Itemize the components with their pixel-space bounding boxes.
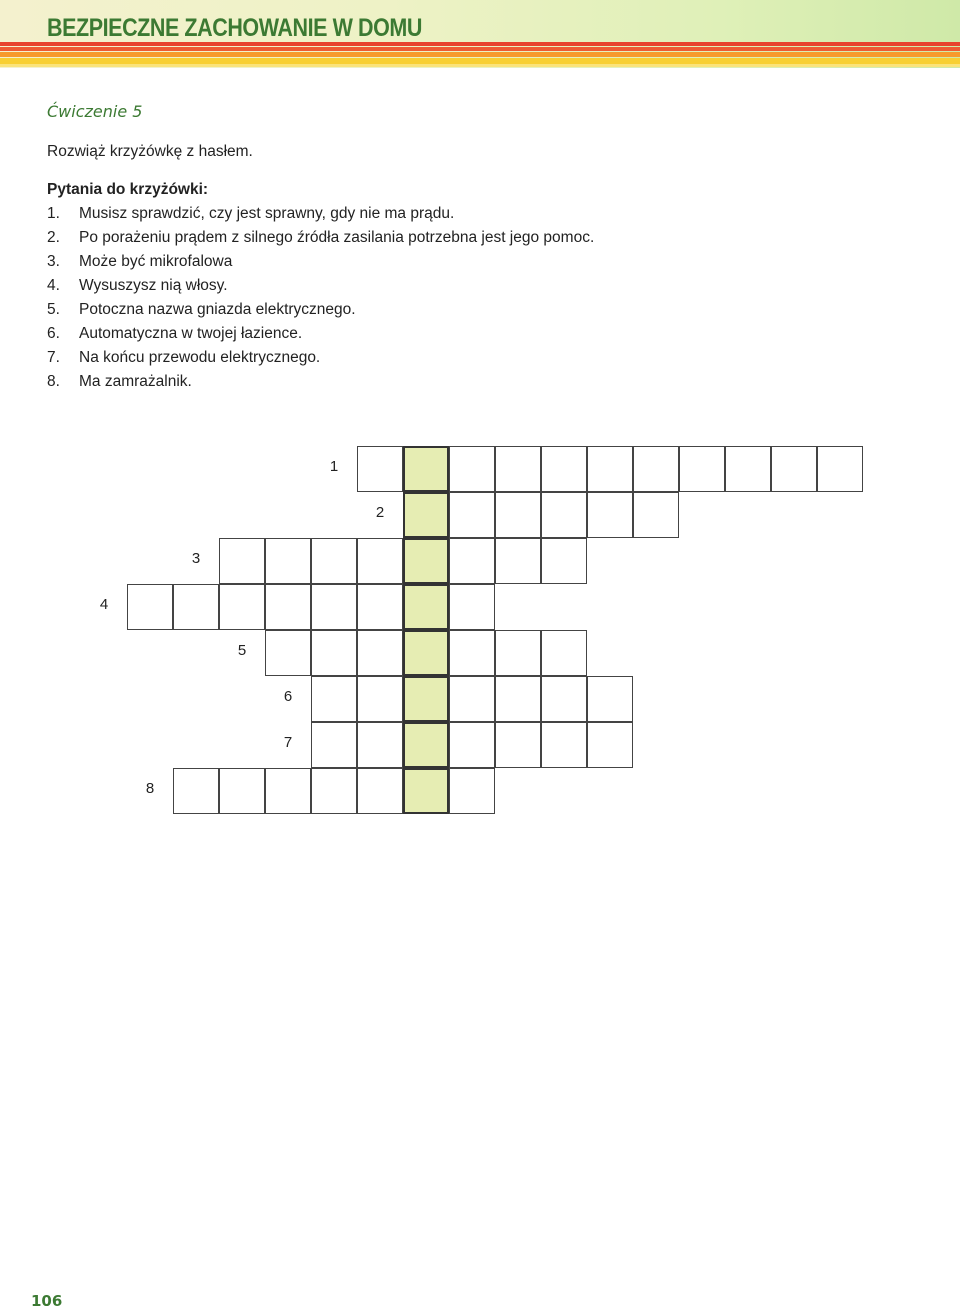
crossword-cell[interactable] (449, 584, 495, 630)
question-number: 2. (47, 229, 60, 246)
crossword-cell[interactable] (265, 768, 311, 814)
crossword-cell[interactable] (541, 722, 587, 768)
crossword-cell[interactable] (587, 492, 633, 538)
crossword-cell[interactable] (265, 538, 311, 584)
crossword-key-cell[interactable] (403, 630, 449, 676)
question-number: 4. (47, 277, 60, 294)
crossword-cell[interactable] (817, 446, 863, 492)
question-number: 5. (47, 301, 60, 318)
crossword-cell[interactable] (357, 676, 403, 722)
crossword-cell[interactable] (541, 630, 587, 676)
crossword-cell[interactable] (357, 446, 403, 492)
crossword-key-cell[interactable] (403, 446, 449, 492)
crossword-cell[interactable] (587, 676, 633, 722)
exercise-title: Ćwiczenie 5 (47, 102, 143, 121)
crossword-cell[interactable] (357, 538, 403, 584)
crossword-row-number: 8 (145, 780, 155, 797)
crossword-cell[interactable] (587, 722, 633, 768)
question-number: 6. (47, 325, 60, 342)
crossword-cell[interactable] (357, 768, 403, 814)
crossword-cell[interactable] (495, 446, 541, 492)
crossword-cell[interactable] (495, 722, 541, 768)
crossword-cell[interactable] (311, 722, 357, 768)
crossword-cell[interactable] (311, 676, 357, 722)
crossword-cell[interactable] (679, 446, 725, 492)
crossword-row-number: 1 (329, 458, 339, 475)
crossword-cell[interactable] (173, 768, 219, 814)
exercise-instruction: Rozwiąż krzyżówkę z hasłem. (47, 143, 253, 160)
crossword-cell[interactable] (219, 768, 265, 814)
question-text: Na końcu przewodu elektrycznego. (79, 349, 321, 366)
questions-heading: Pytania do krzyżówki: (47, 181, 209, 198)
crossword-cell[interactable] (541, 492, 587, 538)
crossword-cell[interactable] (725, 446, 771, 492)
crossword-cell[interactable] (495, 630, 541, 676)
crossword-key-cell[interactable] (403, 538, 449, 584)
crossword-cell[interactable] (449, 676, 495, 722)
crossword-cell[interactable] (311, 768, 357, 814)
question-number: 7. (47, 349, 60, 366)
crossword-cell[interactable] (633, 492, 679, 538)
crossword-cell[interactable] (495, 538, 541, 584)
crossword-cell[interactable] (771, 446, 817, 492)
question-text: Automatyczna w twojej łazience. (79, 325, 303, 342)
crossword-cell[interactable] (449, 446, 495, 492)
question-number: 3. (47, 253, 60, 270)
crossword-cell[interactable] (311, 630, 357, 676)
crossword-key-cell[interactable] (403, 722, 449, 768)
crossword-row-number: 7 (283, 734, 293, 751)
question-text: Po porażeniu prądem z silnego źródła zasilania potrzebna jest jego pomoc. (79, 229, 595, 246)
crossword-cell[interactable] (219, 584, 265, 630)
crossword-cell[interactable] (357, 630, 403, 676)
crossword-key-cell[interactable] (403, 768, 449, 814)
crossword-cell[interactable] (357, 584, 403, 630)
crossword-cell[interactable] (449, 538, 495, 584)
crossword-cell[interactable] (173, 584, 219, 630)
question-number: 1. (47, 205, 60, 222)
crossword-row-number: 3 (191, 550, 201, 567)
crossword-key-cell[interactable] (403, 676, 449, 722)
crossword-row-number: 5 (237, 642, 247, 659)
crossword-cell[interactable] (449, 492, 495, 538)
question-text: Musisz sprawdzić, czy jest sprawny, gdy nie ma prądu. (79, 205, 455, 222)
crossword-cell[interactable] (311, 584, 357, 630)
page-number: 106 (31, 1292, 63, 1310)
crossword-cell[interactable] (541, 446, 587, 492)
crossword-cell[interactable] (219, 538, 265, 584)
crossword-cell[interactable] (495, 676, 541, 722)
crossword-cell[interactable] (633, 446, 679, 492)
crossword-cell[interactable] (449, 768, 495, 814)
question-text: Wysuszysz nią włosy. (79, 277, 228, 294)
crossword-row-number: 2 (375, 504, 385, 521)
crossword-key-cell[interactable] (403, 492, 449, 538)
crossword-cell[interactable] (449, 630, 495, 676)
question-text: Może być mikrofalowa (79, 253, 233, 270)
crossword-cell[interactable] (265, 584, 311, 630)
question-text: Ma zamrażalnik. (79, 373, 192, 390)
crossword-cell[interactable] (449, 722, 495, 768)
question-number: 8. (47, 373, 60, 390)
crossword-cell[interactable] (541, 676, 587, 722)
crossword-cell[interactable] (265, 630, 311, 676)
crossword-key-cell[interactable] (403, 584, 449, 630)
crossword-cell[interactable] (127, 584, 173, 630)
crossword-cell[interactable] (311, 538, 357, 584)
crossword-row-number: 4 (99, 596, 109, 613)
chapter-title: BEZPIECZNE ZACHOWANIE W DOMU (47, 14, 422, 42)
crossword-cell[interactable] (495, 492, 541, 538)
crossword-cell[interactable] (587, 446, 633, 492)
crossword-row-number: 6 (283, 688, 293, 705)
crossword-cell[interactable] (357, 722, 403, 768)
question-text: Potoczna nazwa gniazda elektrycznego. (79, 301, 356, 318)
crossword-cell[interactable] (541, 538, 587, 584)
